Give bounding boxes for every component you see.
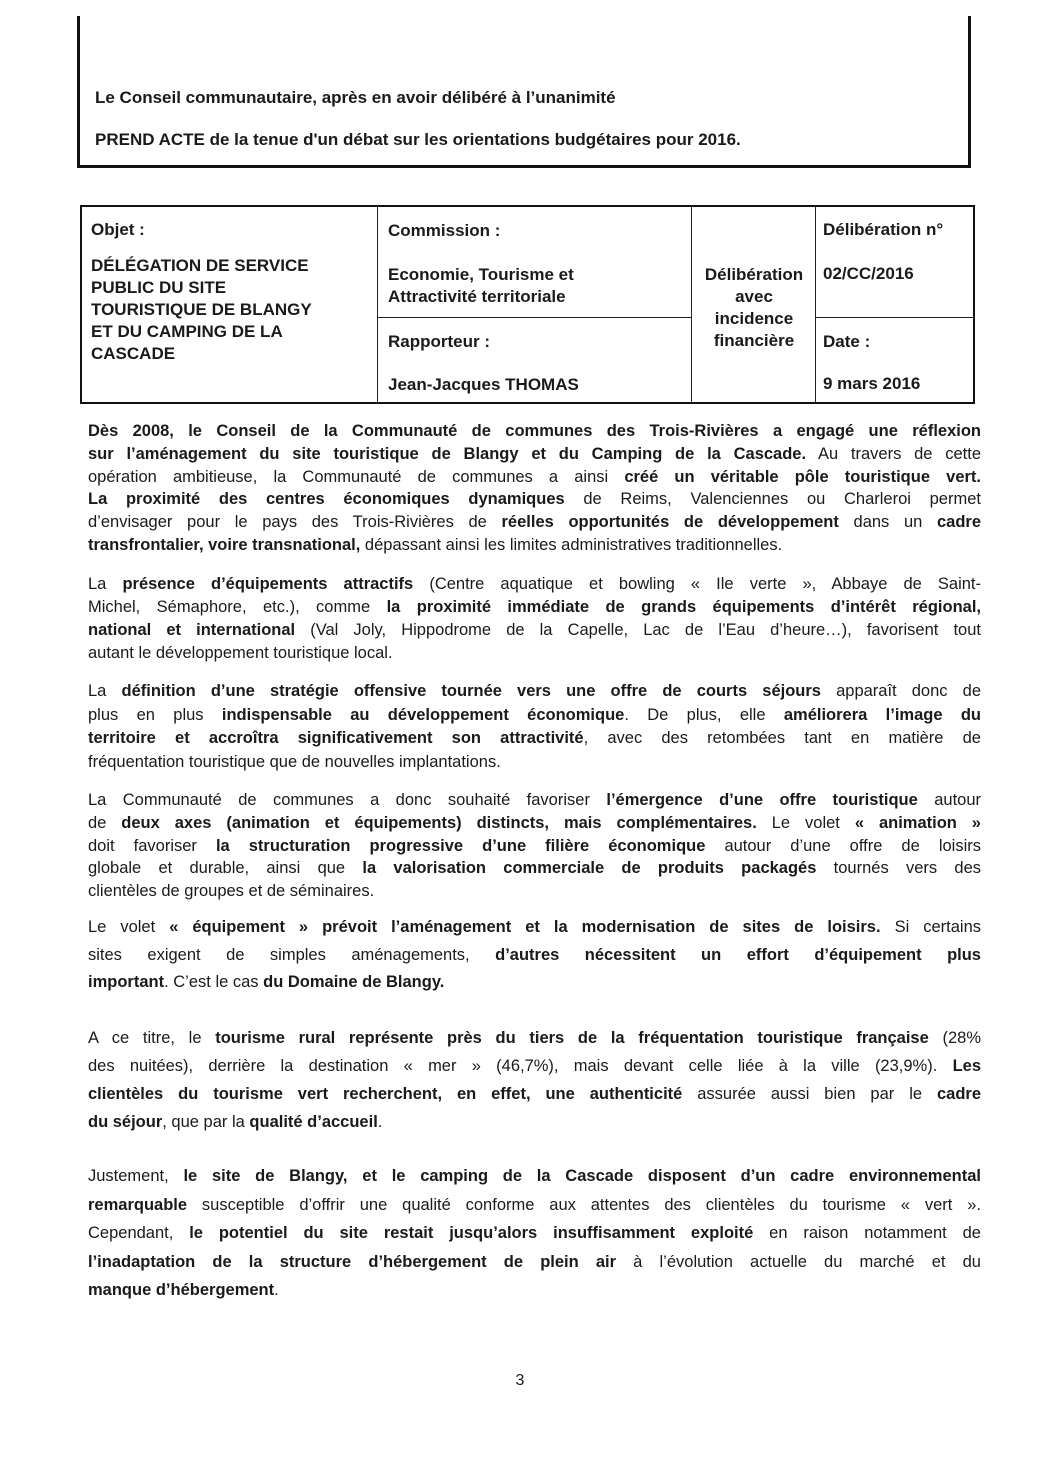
text-run: La <box>88 682 122 700</box>
paragraph-line <box>88 1108 981 1136</box>
date-value: 9 mars 2016 <box>823 374 921 393</box>
bold-run: remarquable <box>88 1195 188 1214</box>
paragraph-line <box>88 751 981 775</box>
bold-run: créé un véritable pôle touristique vert. <box>624 467 982 486</box>
text-run: Le volet <box>88 918 170 936</box>
bold-run: présence d’équipements attractifs <box>122 575 414 593</box>
text-run: à l’évolution actuelle du marché et du <box>616 1252 981 1271</box>
date-label: Date : <box>823 332 871 351</box>
paragraph <box>88 914 981 997</box>
bold-run: sur l’aménagement du site touristique de Blangy et du Camping de la Cascade. <box>88 444 807 463</box>
bold-run: cadre <box>936 1085 981 1103</box>
paragraph-line <box>88 1080 981 1108</box>
text-run: Justement, <box>88 1167 184 1185</box>
text-run: fréquentation touristique que de nouvelles implantations. <box>88 752 501 771</box>
bold-run: clientèles du tourisme vert recherchent, en effet, une authenticité <box>88 1085 683 1103</box>
bold-run: du séjour <box>88 1113 163 1131</box>
rapporteur-label: Rapporteur : <box>388 332 490 351</box>
bold-run: important <box>88 973 165 991</box>
paragraph-line <box>88 914 981 942</box>
bold-run: tourisme rural représente près du tiers de la fréquentation touristique française <box>215 1029 929 1047</box>
deliberation-number: 02/CC/2016 <box>823 264 914 283</box>
paragraph <box>88 1024 981 1136</box>
text-run: sites exigent de simples aménagements, <box>88 945 496 964</box>
bold-run: améliorera l’image du <box>783 705 981 724</box>
text-run: Au travers de cette <box>806 444 981 463</box>
text-run: . C’est le cas <box>164 973 264 991</box>
text-run: . <box>274 1281 279 1299</box>
text-run: en raison notamment de <box>753 1224 981 1242</box>
paragraph-line <box>88 619 981 642</box>
text-run: de Reims, Valenciennes ou Charleroi permet <box>564 490 981 509</box>
paragraph-line <box>88 704 981 728</box>
text-run: (Centre aquatique et bowling « Ile verte », Abbaye de Saint- <box>413 575 982 593</box>
bold-run: réelles opportunités de développement <box>501 513 839 532</box>
rapporteur-name: Jean-Jacques THOMAS <box>388 375 579 394</box>
paragraph <box>88 420 981 557</box>
table-divider <box>815 207 816 402</box>
text-run: A ce titre, le <box>88 1029 216 1047</box>
text-run: apparaît donc de <box>820 682 982 700</box>
decision-resolution: PREND ACTE de la tenue d'un débat sur les orientations budgétaires pour 2016. <box>95 130 741 149</box>
commission-label: Commission : <box>388 221 501 240</box>
paragraph-line <box>88 727 981 751</box>
text-run: . <box>377 1113 383 1131</box>
bold-run: deux axes (animation et équipements) distincts, mais complémentaires. <box>121 813 757 832</box>
paragraph-line <box>88 1219 981 1248</box>
bold-run: qualité d’accueil <box>249 1113 378 1131</box>
paragraph-line <box>88 511 981 534</box>
text-run: autour d’une offre de loisirs <box>705 836 981 855</box>
financial-impact-note: Délibération avec incidence financière <box>704 265 804 350</box>
bold-run: cadre <box>936 513 982 532</box>
paragraph-line <box>88 1024 981 1052</box>
text-run: dépassant ainsi les limites administratives traditionnelles. <box>360 535 783 554</box>
text-run: La Communauté de communes a donc souhaité favoriser <box>88 791 607 809</box>
paragraph-line <box>88 642 981 665</box>
paragraph-line <box>88 443 981 466</box>
deliberation-label: Délibération n° <box>823 220 944 239</box>
bold-run: la structuration progressive d’une filière économique <box>215 836 706 855</box>
text-run: tournés vers des <box>816 859 981 878</box>
text-run: susceptible d’offrir une qualité conforme aux attentes des clientèles du tourisme « vert ». <box>187 1195 981 1214</box>
table-divider <box>691 207 692 402</box>
bold-run: la valorisation commerciale de produits packagés <box>362 859 817 878</box>
text-run: clientèles de groupes et de séminaires. <box>88 882 375 901</box>
paragraph-line <box>88 857 981 880</box>
text-run: (Val Joly, Hippodrome de la Capelle, Lac de l’Eau d’heure…), favorisent tout <box>295 621 981 639</box>
paragraph-line <box>88 880 981 903</box>
objet-label: Objet : <box>91 220 145 239</box>
text-run: Si certains <box>880 918 982 936</box>
bold-run: du Domaine de Blangy. <box>263 973 445 991</box>
text-run: . De plus, elle <box>624 705 784 724</box>
commission-name: Economie, Tourisme et Attractivité territoriale <box>388 265 574 306</box>
table-divider <box>815 317 973 318</box>
paragraph-line <box>88 1052 981 1080</box>
bold-run: territoire et accroîtra significativement son attractivité <box>88 729 584 747</box>
bold-run: l’inadaptation de la structure d’hébergement de plein air <box>88 1252 617 1271</box>
paragraph <box>88 1162 981 1305</box>
paragraph-line <box>88 835 981 858</box>
paragraph-line <box>88 420 981 443</box>
text-run: Cependant, <box>88 1224 190 1242</box>
paragraph-line <box>88 680 981 704</box>
bold-run: « équipement » prévoit l’aménagement et la modernisation de sites de loisirs. <box>169 918 881 936</box>
bold-run: indispensable au développement économique <box>221 705 625 724</box>
bold-run: la proximité immédiate de grands équipements d’intérêt régional, <box>386 598 981 616</box>
text-run: , que par la <box>162 1113 250 1131</box>
bold-run: Dès 2008, le Conseil de la Communauté de communes des Trois-Rivières a engagé une réflexion <box>88 422 981 440</box>
text-run: d’envisager pour le pays des Trois-Rivières de <box>88 513 502 532</box>
table-divider <box>377 207 378 402</box>
text-run: de <box>88 813 122 832</box>
paragraph-line <box>88 942 981 970</box>
paragraph <box>88 789 981 903</box>
paragraph-line <box>88 812 981 835</box>
text-run: Michel, Sémaphore, etc.), comme <box>88 598 387 616</box>
paragraph-line <box>88 1276 981 1305</box>
paragraph <box>88 680 981 774</box>
text-run: doit favoriser <box>88 836 216 855</box>
decision-statement: Le Conseil communautaire, après en avoir délibéré à l’unanimité <box>95 88 616 107</box>
bold-run: d’autres nécessitent un effort d’équipement plus <box>495 945 981 964</box>
bold-run: national et international <box>88 621 296 639</box>
text-run: autant le développement touristique local. <box>88 644 393 662</box>
bold-run: le potentiel du site restait jusqu’alors insuffisamment exploité <box>189 1224 754 1242</box>
paragraph-line <box>88 789 981 812</box>
paragraph-line <box>88 488 981 511</box>
paragraph <box>88 573 981 665</box>
text-run: Le volet <box>756 813 855 832</box>
objet-title: DÉLÉGATION DE SERVICE PUBLIC DU SITE TOURISTIQUE DE BLANGY ET DU CAMPING DE LA CASCADE <box>91 256 312 363</box>
bold-run: « animation » <box>854 813 981 832</box>
paragraph-line <box>88 1191 981 1220</box>
paragraph-line <box>88 1162 981 1191</box>
bold-run: transfrontalier, voire transnational, <box>88 535 361 554</box>
text-run: dans un <box>838 513 937 532</box>
paragraph-line <box>88 1248 981 1277</box>
text-run: autour <box>917 791 982 809</box>
bold-run: Les <box>952 1057 981 1075</box>
paragraph-line <box>88 466 981 489</box>
bold-run: La proximité des centres économiques dynamiques <box>88 490 565 509</box>
paragraph-line <box>88 534 981 557</box>
bold-run: l’émergence d’une offre touristique <box>606 791 918 809</box>
bold-run: le site de Blangy, et le camping de la Cascade disposent d’un cadre environnemental <box>183 1167 981 1185</box>
text-run: , avec des retombées tant en matière de <box>583 729 981 747</box>
paragraph-line <box>88 573 981 596</box>
text-run: assurée aussi bien par le <box>682 1085 937 1103</box>
deliberation-header-table <box>80 205 975 404</box>
bold-run: définition d’une stratégie offensive tournée vers une offre de courts séjours <box>121 682 821 700</box>
text-run: opération ambitieuse, la Communauté de communes a ainsi <box>88 467 625 486</box>
text-run: des nuitées), derrière la destination « mer » (46,7%), mais devant celle liée à la ville (23,9%). <box>88 1057 953 1075</box>
page-number: 3 <box>515 1372 525 1389</box>
paragraph-line <box>88 969 981 997</box>
text-run: La <box>88 575 123 593</box>
bold-run: manque d’hébergement <box>88 1281 275 1299</box>
text-run: plus en plus <box>88 705 222 724</box>
text-run: (28% <box>928 1029 982 1047</box>
text-run: globale et durable, ainsi que <box>88 859 363 878</box>
paragraph-line <box>88 596 981 619</box>
table-divider <box>377 317 691 318</box>
